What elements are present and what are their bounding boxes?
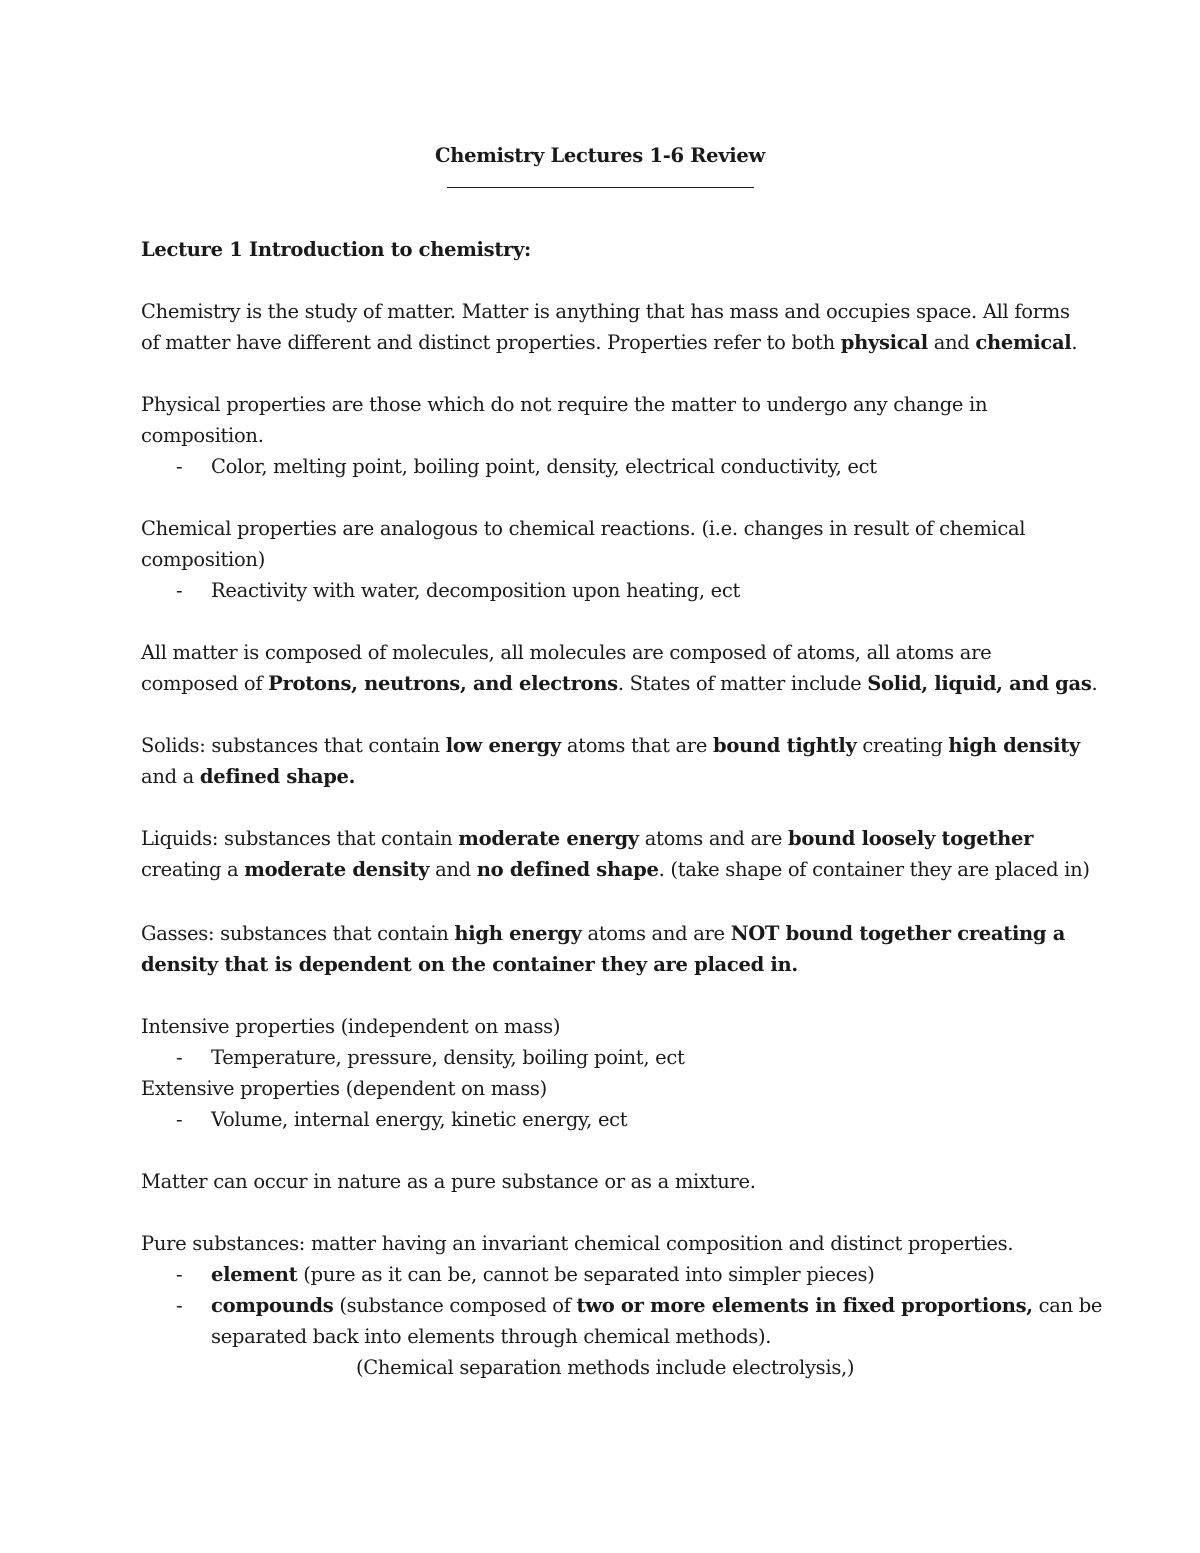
page-title: Chemistry Lectures 1-6 Review bbox=[434, 144, 765, 167]
paragraph-line: composition. bbox=[141, 424, 264, 447]
text-span: . bbox=[1071, 331, 1078, 354]
paragraph-line bbox=[141, 672, 1097, 696]
bullet-dash: - bbox=[176, 1294, 183, 1317]
paragraph-line: All matter is composed of molecules, all molecules are composed of atoms, all atoms are bbox=[141, 641, 992, 664]
text-span: and bbox=[429, 858, 477, 881]
list-item: Temperature, pressure, density, boiling point, ect bbox=[211, 1046, 685, 1069]
text-span: (substance composed of bbox=[333, 1294, 577, 1317]
bold-term: high energy bbox=[454, 922, 582, 945]
list-item: Volume, internal energy, kinetic energy, ect bbox=[211, 1108, 628, 1131]
paragraph-line bbox=[141, 827, 1033, 851]
bold-term: compounds bbox=[211, 1294, 334, 1317]
text-span: Gasses: substances that contain bbox=[141, 922, 455, 945]
text-span: composed of bbox=[141, 672, 269, 695]
text-span: Liquids: substances that contain bbox=[141, 827, 459, 850]
lecture-1-heading: Lecture 1 Introduction to chemistry: bbox=[141, 238, 531, 261]
list-item: Color, melting point, boiling point, density, electrical conductivity, ect bbox=[211, 455, 877, 478]
bullet-dash: - bbox=[176, 579, 183, 602]
list-item: Reactivity with water, decomposition upon heating, ect bbox=[211, 579, 741, 602]
paragraph-line: Chemistry is the study of matter. Matter is anything that has mass and occupies space. All forms bbox=[141, 300, 1070, 323]
text-span: . States of matter include bbox=[617, 672, 868, 695]
bold-term: low energy bbox=[445, 734, 561, 757]
bold-term: NOT bound together creating a bbox=[730, 922, 1066, 945]
paragraph-line bbox=[141, 331, 1077, 355]
paragraph-line bbox=[141, 765, 355, 789]
paragraph-line: Physical properties are those which do not require the matter to undergo any change in bbox=[141, 393, 988, 416]
bold-term: moderate energy bbox=[458, 827, 639, 850]
bullet-dash: - bbox=[176, 1263, 183, 1286]
text-span: (pure as it can be, cannot be separated into simpler pieces) bbox=[297, 1263, 875, 1286]
bold-term: two or more elements in fixed proportions, bbox=[576, 1294, 1033, 1317]
paragraph-line bbox=[141, 922, 1065, 946]
bold-term: bound loosely together bbox=[787, 827, 1034, 850]
text-span: creating bbox=[856, 734, 949, 757]
paragraph-line: density that is dependent on the container they are placed in. bbox=[141, 953, 798, 976]
bold-term: high density bbox=[948, 734, 1080, 757]
bold-term: no defined shape bbox=[476, 858, 659, 881]
text-span: atoms and are bbox=[581, 922, 731, 945]
list-item bbox=[211, 1263, 875, 1287]
paragraph-line: composition) bbox=[141, 548, 265, 571]
bold-term: moderate density bbox=[244, 858, 430, 881]
paragraph-line: Chemical properties are analogous to chemical reactions. (i.e. changes in result of chemical bbox=[141, 517, 1026, 540]
text-span: can be bbox=[1032, 1294, 1103, 1317]
paragraph-line: Extensive properties (dependent on mass) bbox=[141, 1077, 547, 1100]
bold-term: bound tightly bbox=[713, 734, 857, 757]
text-span: of matter have different and distinct properties. Properties refer to both bbox=[141, 331, 841, 354]
text-span: . bbox=[1091, 672, 1098, 695]
bold-term: Protons, neutrons, and electrons bbox=[268, 672, 618, 695]
bold-term: element bbox=[211, 1263, 298, 1286]
text-span: creating a bbox=[141, 858, 245, 881]
bullet-dash: - bbox=[176, 1108, 183, 1131]
bullet-dash: - bbox=[176, 1046, 183, 1069]
note-line: (Chemical separation methods include electrolysis,) bbox=[356, 1356, 855, 1379]
bold-term: physical bbox=[840, 331, 928, 354]
text-span: atoms and are bbox=[638, 827, 788, 850]
title-underline bbox=[447, 187, 754, 188]
text-span: . (take shape of container they are placed in) bbox=[658, 858, 1090, 881]
paragraph-line bbox=[141, 734, 1080, 758]
bold-term: chemical bbox=[975, 331, 1072, 354]
list-item-continuation: separated back into elements through chemical methods). bbox=[211, 1325, 772, 1348]
bold-term: Solid, liquid, and gas bbox=[867, 672, 1092, 695]
text-span: atoms that are bbox=[560, 734, 713, 757]
text-span: Solids: substances that contain bbox=[141, 734, 446, 757]
bold-term: defined shape. bbox=[199, 765, 356, 788]
paragraph-line: Intensive properties (independent on mass) bbox=[141, 1015, 561, 1038]
text-span: and bbox=[927, 331, 976, 354]
paragraph-line bbox=[141, 858, 1090, 882]
bullet-dash: - bbox=[176, 455, 183, 478]
list-item bbox=[211, 1294, 1102, 1318]
text-span: and a bbox=[141, 765, 200, 788]
paragraph-line: Matter can occur in nature as a pure substance or as a mixture. bbox=[141, 1170, 756, 1193]
paragraph-line: Pure substances: matter having an invariant chemical composition and distinct properties. bbox=[141, 1232, 1014, 1255]
